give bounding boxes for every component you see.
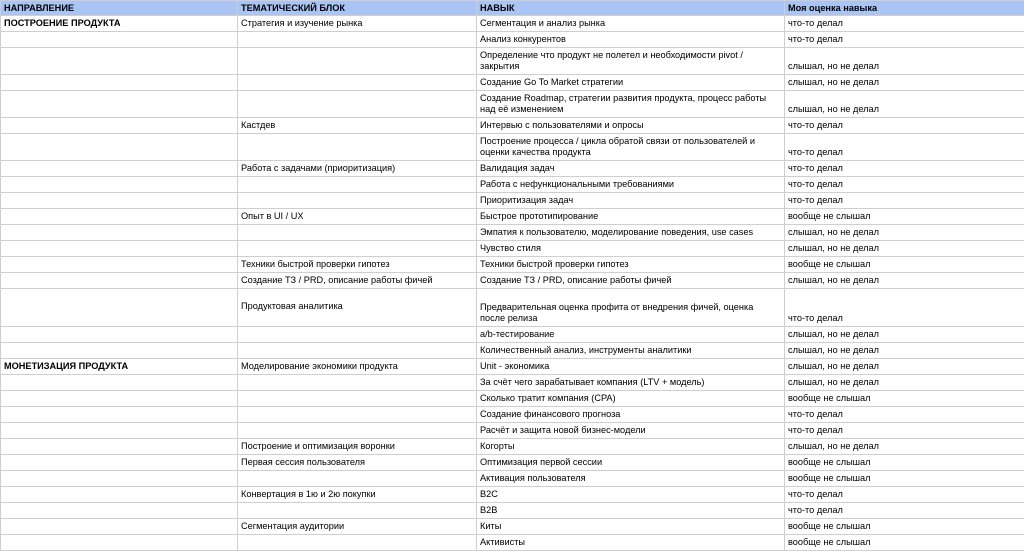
block-cell[interactable]: Кастдев [238,118,477,134]
direction-cell[interactable] [1,487,238,503]
skill-cell[interactable]: Определение что продукт не полетел и необходимости pivot / закрытия [477,48,785,75]
block-cell[interactable] [238,423,477,439]
direction-cell[interactable] [1,503,238,519]
skill-cell[interactable]: Киты [477,519,785,535]
direction-cell[interactable] [1,257,238,273]
direction-cell[interactable] [1,241,238,257]
rating-cell[interactable]: что-то делал [785,407,1024,423]
block-cell[interactable] [238,471,477,487]
rating-cell[interactable]: что-то делал [785,134,1024,161]
table-row [1,535,1024,551]
table-row [1,118,1024,134]
table-row [1,471,1024,487]
block-cell[interactable] [238,48,477,75]
block-cell[interactable]: Опыт в UI / UX [238,209,477,225]
skill-cell[interactable]: Создание ТЗ / PRD, описание работы фичей [477,273,785,289]
block-cell[interactable] [238,134,477,161]
skill-cell[interactable]: Работа с нефункциональными требованиями [477,177,785,193]
direction-cell[interactable] [1,375,238,391]
skill-cell[interactable]: Быстрое прототипирование [477,209,785,225]
skill-cell[interactable]: Сегментация и анализ рынка [477,16,785,32]
block-cell[interactable] [238,327,477,343]
direction-cell[interactable] [1,471,238,487]
rating-cell[interactable]: слышал, но не делал [785,91,1024,118]
skill-cell[interactable]: Чувство стиля [477,241,785,257]
block-cell[interactable] [238,241,477,257]
rating-cell[interactable]: слышал, но не делал [785,273,1024,289]
direction-cell[interactable] [1,193,238,209]
direction-cell[interactable] [1,91,238,118]
skill-cell[interactable]: Оптимизация первой сессии [477,455,785,471]
skill-cell[interactable]: Количественный анализ, инструменты аналитики [477,343,785,359]
block-cell[interactable] [238,75,477,91]
table-row [1,75,1024,91]
block-cell[interactable]: Работа с задачами (приоритизация) [238,161,477,177]
rating-cell[interactable]: слышал, но не делал [785,241,1024,257]
skill-cell[interactable]: За счёт чего зарабатывает компания (LTV + модель) [477,375,785,391]
block-cell[interactable] [238,91,477,118]
skill-cell[interactable]: Построение процесса / цикла обратой связи от пользователей и оценки качества продукта [477,134,785,161]
direction-cell[interactable] [1,161,238,177]
table-row [1,375,1024,391]
table-row [1,134,1024,161]
skill-cell[interactable]: Предварительная оценка профита от внедрения фичей, оценка после релиза [477,289,785,327]
table-row [1,91,1024,118]
rating-cell[interactable]: вообще не слышал [785,519,1024,535]
rating-cell[interactable]: слышал, но не делал [785,225,1024,241]
direction-cell[interactable] [1,209,238,225]
table-row [1,193,1024,209]
block-cell[interactable]: Первая сессия пользователя [238,455,477,471]
direction-cell[interactable] [1,134,238,161]
skill-cell[interactable]: Создание Go To Market стратегии [477,75,785,91]
skill-cell[interactable]: a/b-тестирование [477,327,785,343]
direction-cell[interactable] [1,273,238,289]
table-row [1,16,1024,32]
rating-cell[interactable]: что-то делал [785,118,1024,134]
table-row [1,439,1024,455]
header-rating[interactable]: Моя оценка навыка [785,1,1024,16]
rating-cell[interactable]: вообще не слышал [785,455,1024,471]
table-row [1,257,1024,273]
table-row [1,48,1024,75]
block-cell[interactable] [238,177,477,193]
block-cell[interactable]: Техники быстрой проверки гипотез [238,257,477,273]
table-row [1,343,1024,359]
table-row [1,161,1024,177]
table-row [1,241,1024,257]
table-row [1,289,1024,327]
rating-cell[interactable]: вообще не слышал [785,535,1024,551]
header-skill[interactable]: НАВЫК [477,1,785,16]
skill-cell[interactable]: Активисты [477,535,785,551]
rating-cell[interactable]: слышал, но не делал [785,327,1024,343]
rating-cell[interactable]: слышал, но не делал [785,48,1024,75]
table-row [1,225,1024,241]
skill-cell[interactable]: Анализ конкурентов [477,32,785,48]
block-cell[interactable]: Построение и оптимизация воронки [238,439,477,455]
rating-cell[interactable]: что-то делал [785,16,1024,32]
direction-cell[interactable] [1,177,238,193]
block-cell[interactable] [238,375,477,391]
skill-cell[interactable]: B2C [477,487,785,503]
table-row [1,503,1024,519]
skill-cell[interactable]: Когорты [477,439,785,455]
table-row [1,455,1024,471]
header-block[interactable]: ТЕМАТИЧЕСКИЙ БЛОК [238,1,477,16]
table-row [1,487,1024,503]
direction-cell[interactable] [1,289,238,327]
block-cell[interactable] [238,535,477,551]
skill-cell[interactable]: Unit - экономика [477,359,785,375]
block-cell[interactable]: Продуктовая аналитика [238,289,477,327]
table-row [1,177,1024,193]
skill-cell[interactable]: Активация пользователя [477,471,785,487]
skill-cell[interactable]: Создание финансового прогноза [477,407,785,423]
rating-cell[interactable]: что-то делал [785,32,1024,48]
table-row [1,391,1024,407]
table-row [1,209,1024,225]
direction-cell[interactable] [1,327,238,343]
rating-cell[interactable]: вообще не слышал [785,257,1024,273]
direction-cell[interactable] [1,535,238,551]
table-row [1,273,1024,289]
table-row [1,519,1024,535]
header-row [1,1,1024,16]
direction-cell[interactable] [1,439,238,455]
rating-cell[interactable]: что-то делал [785,193,1024,209]
table-row [1,327,1024,343]
skill-cell[interactable]: Создание Roadmap, стратегии развития продукта, процесс работы над её изменением [477,91,785,118]
direction-cell[interactable] [1,391,238,407]
skill-cell[interactable]: Эмпатия к пользователю, моделирование поведения, use cases [477,225,785,241]
skill-cell[interactable]: Расчёт и защита новой бизнес-модели [477,423,785,439]
direction-cell[interactable]: МОНЕТИЗАЦИЯ ПРОДУКТА [1,359,238,375]
rating-cell[interactable]: слышал, но не делал [785,359,1024,375]
rating-cell[interactable]: что-то делал [785,289,1024,327]
block-cell[interactable] [238,343,477,359]
direction-cell[interactable] [1,455,238,471]
block-cell[interactable]: Моделирование экономики продукта [238,359,477,375]
block-cell[interactable] [238,391,477,407]
table-row [1,359,1024,375]
rating-cell[interactable]: слышал, но не делал [785,343,1024,359]
rating-cell[interactable]: вообще не слышал [785,471,1024,487]
direction-cell[interactable] [1,519,238,535]
skill-cell[interactable]: Сколько тратит компания (CPA) [477,391,785,407]
skill-cell[interactable]: Техники быстрой проверки гипотез [477,257,785,273]
direction-cell[interactable] [1,75,238,91]
rating-cell[interactable]: слышал, но не делал [785,439,1024,455]
block-cell[interactable] [238,503,477,519]
rating-cell[interactable]: что-то делал [785,503,1024,519]
table-row [1,32,1024,48]
rating-cell[interactable]: вообще не слышал [785,391,1024,407]
rating-cell[interactable]: что-то делал [785,487,1024,503]
block-cell[interactable] [238,193,477,209]
skill-cell[interactable]: B2B [477,503,785,519]
block-cell[interactable]: Создание ТЗ / PRD, описание работы фичей [238,273,477,289]
rating-cell[interactable]: что-то делал [785,177,1024,193]
direction-cell[interactable]: ПОСТРОЕНИЕ ПРОДУКТА [1,16,238,32]
block-cell[interactable]: Стратегия и изучение рынка [238,16,477,32]
direction-cell[interactable] [1,423,238,439]
block-cell[interactable]: Конвертация в 1ю и 2ю покупки [238,487,477,503]
rating-cell[interactable]: что-то делал [785,423,1024,439]
rating-cell[interactable]: слышал, но не делал [785,375,1024,391]
header-direction[interactable]: НАПРАВЛЕНИЕ [1,1,238,16]
rating-cell[interactable]: вообще не слышал [785,209,1024,225]
rating-cell[interactable]: слышал, но не делал [785,75,1024,91]
block-cell[interactable]: Сегментация аудитории [238,519,477,535]
direction-cell[interactable] [1,343,238,359]
skill-cell[interactable]: Интервью с пользователями и опросы [477,118,785,134]
table-row [1,407,1024,423]
direction-cell[interactable] [1,32,238,48]
skill-cell[interactable]: Валидация задач [477,161,785,177]
direction-cell[interactable] [1,225,238,241]
block-cell[interactable] [238,225,477,241]
table-row [1,423,1024,439]
block-cell[interactable] [238,407,477,423]
rating-cell[interactable]: что-то делал [785,161,1024,177]
block-cell[interactable] [238,32,477,48]
direction-cell[interactable] [1,48,238,75]
direction-cell[interactable] [1,118,238,134]
skill-cell[interactable]: Приоритизация задач [477,193,785,209]
direction-cell[interactable] [1,407,238,423]
